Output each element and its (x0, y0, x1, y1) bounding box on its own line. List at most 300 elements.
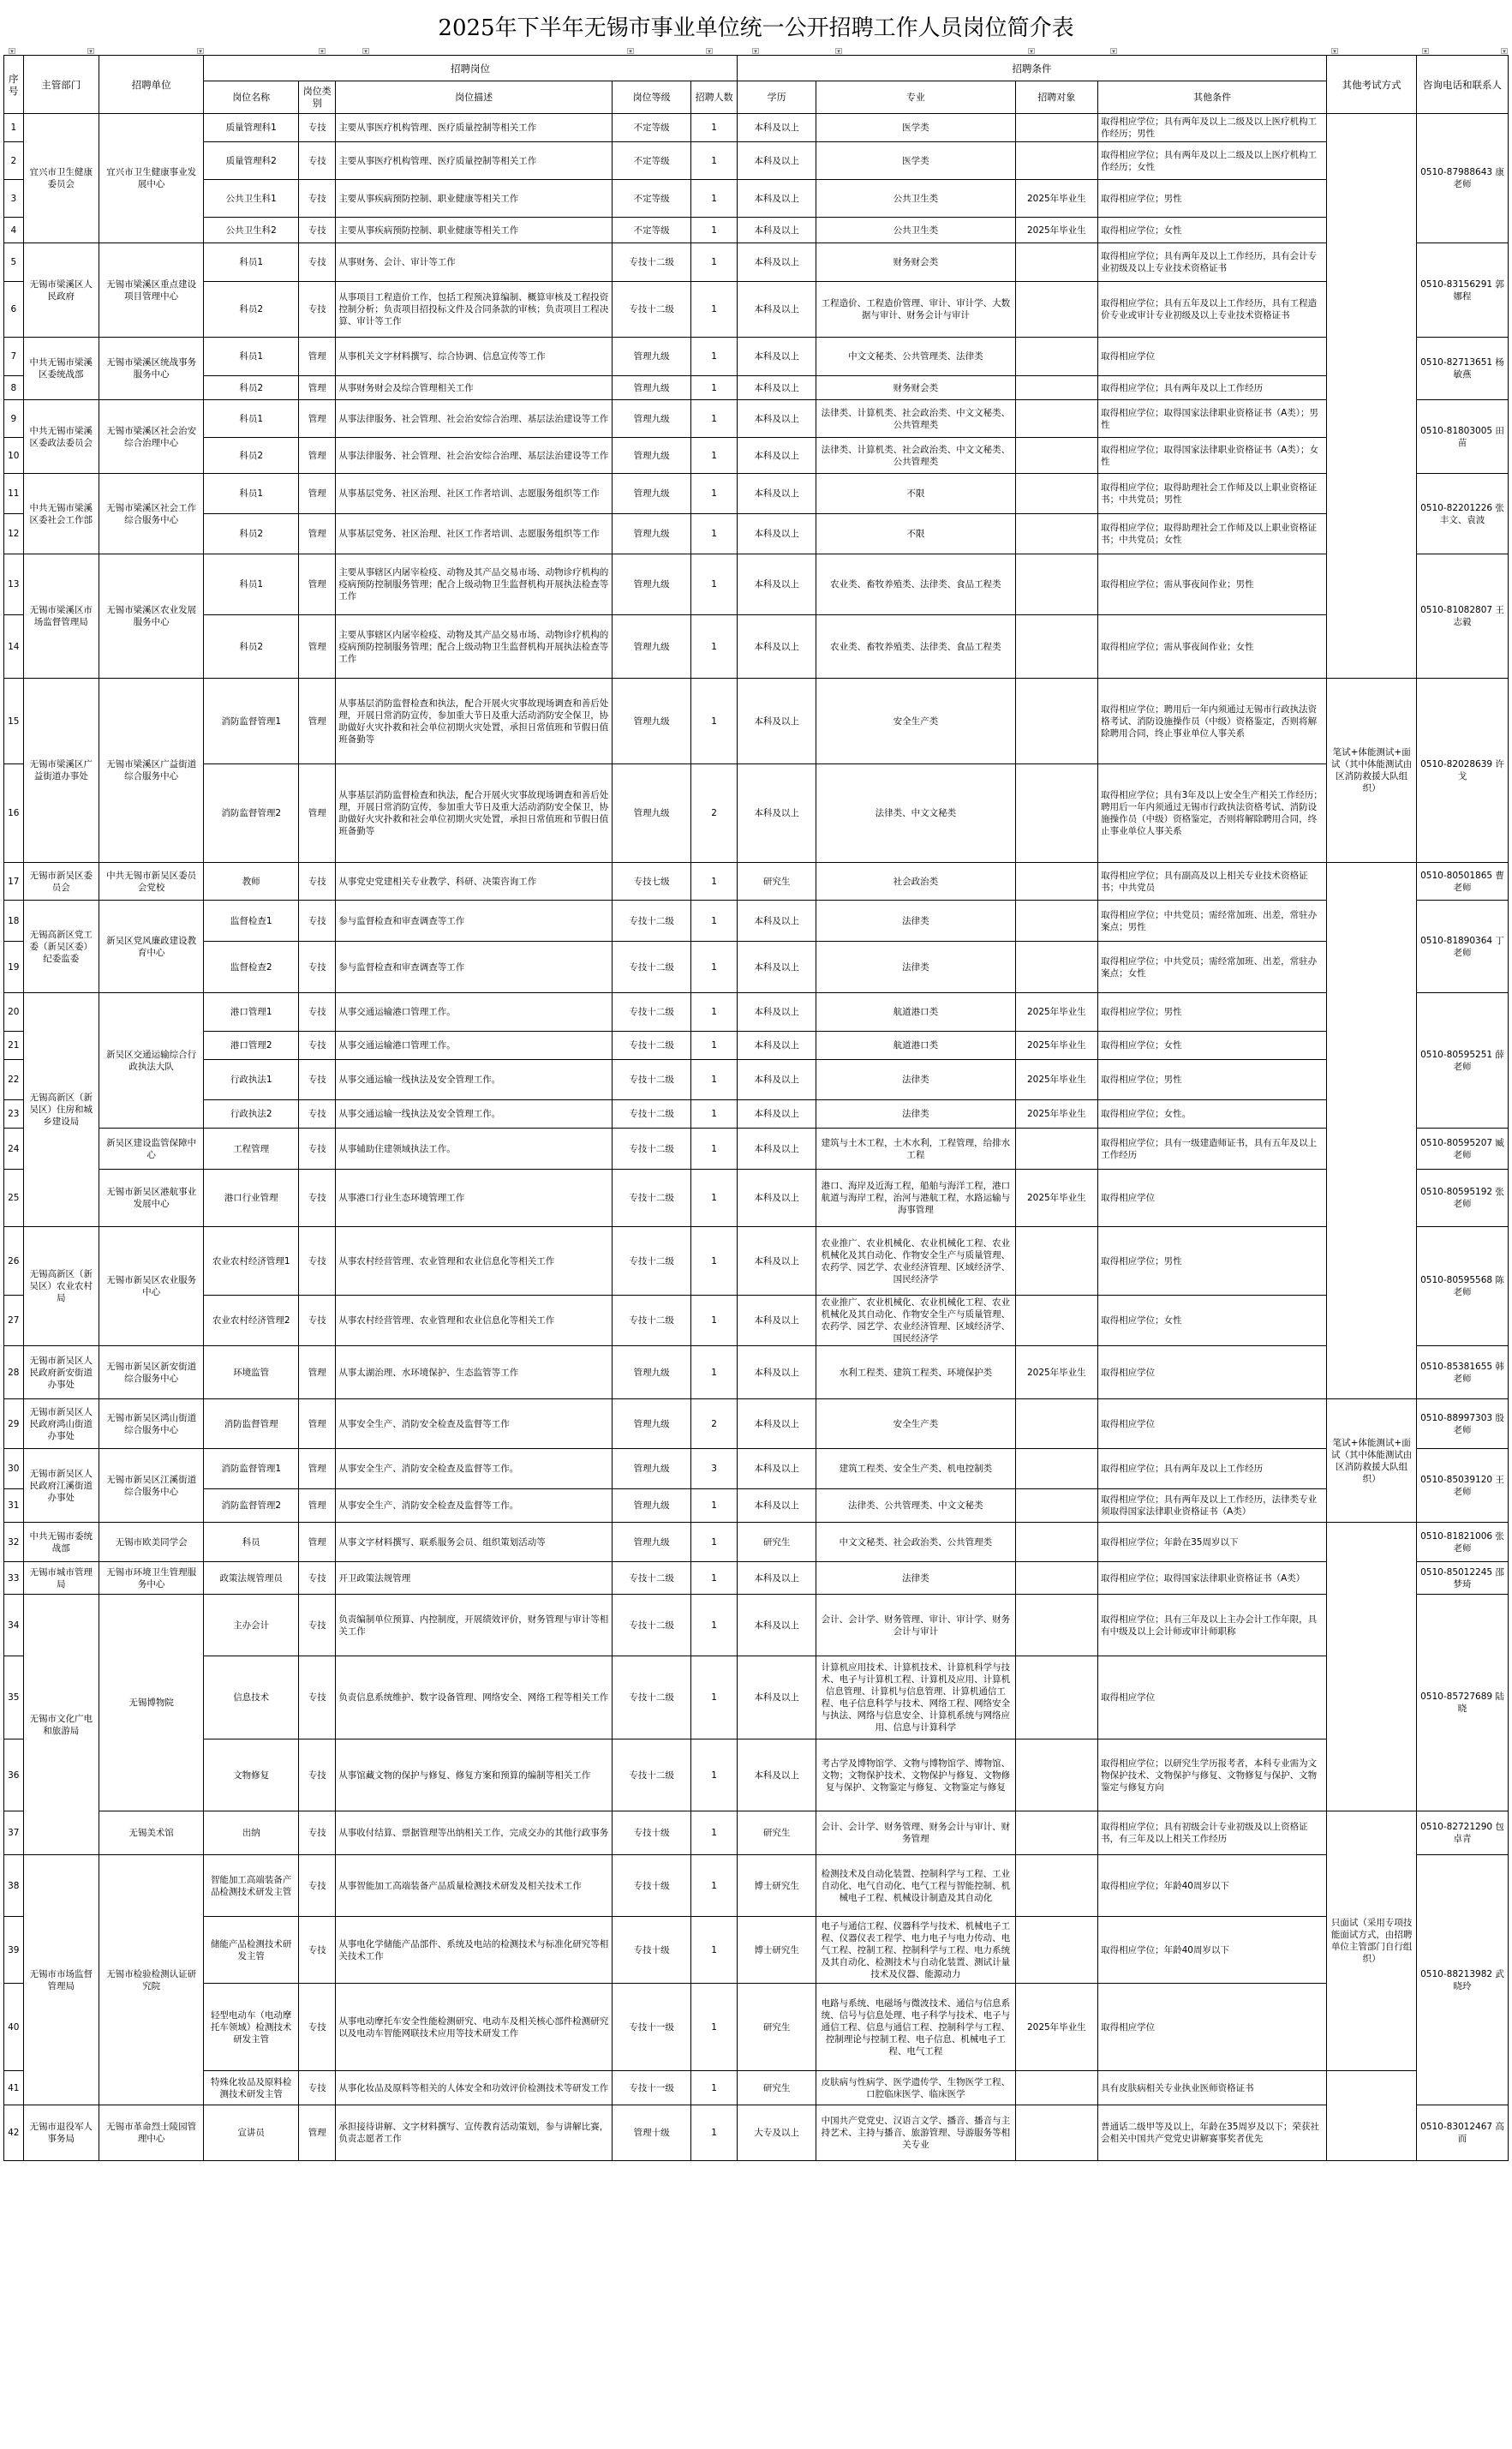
contact-cell: 0510-82201226 张丰文、袁波 (1417, 474, 1509, 554)
contact-cell: 0510-85012245 邵梦琦 (1417, 1562, 1509, 1595)
post-name-cell: 消防监督管理 (204, 1399, 299, 1449)
education-cell: 本科及以上 (737, 901, 816, 942)
post-desc-cell: 从事馆藏文物的保护与修复、修复方案和预算的编制等相关工作 (336, 1739, 613, 1811)
table-row (4, 1523, 1509, 1562)
other-conditions-cell: 取得相应学位；男性 (1098, 180, 1327, 218)
table-row (4, 142, 1509, 180)
education-cell: 本科及以上 (737, 400, 816, 438)
contact-cell: 0510-82028639 许戈 (1417, 679, 1509, 863)
post-name-cell: 智能加工高端装备产品检测技术研发主管 (204, 1855, 299, 1917)
post-desc-cell: 从事法律服务、社会管理、社会治安综合治理、基层法治建设等工作 (336, 400, 613, 438)
filter-dropdown-icon[interactable]: ▾ (1331, 48, 1338, 54)
row-seq: 18 (4, 901, 24, 942)
filter-dropdown-icon[interactable]: ▾ (9, 48, 15, 54)
filter-dropdown-icon[interactable]: ▾ (706, 48, 713, 54)
row-seq: 35 (4, 1656, 24, 1739)
exam-method-cell: 笔试+体能测试+面试（其中体能测试由区消防救援大队组织） (1327, 1399, 1417, 1523)
target-cell (1015, 438, 1098, 474)
row-seq: 21 (4, 1032, 24, 1060)
post-category-cell: 专技 (299, 2071, 336, 2105)
post-desc-cell: 从事智能加工高端装备产品质量检测技术研发及相关技术工作 (336, 1855, 613, 1917)
other-conditions-cell: 取得相应学位 (1098, 1656, 1327, 1739)
post-count-cell: 1 (691, 514, 737, 554)
other-conditions-cell: 取得相应学位 (1098, 1346, 1327, 1399)
unit-cell: 无锡市欧美同学会 (99, 1523, 203, 1562)
table-row (4, 764, 1509, 863)
header-post-desc: 岗位描述 (336, 81, 613, 114)
post-count-cell: 1 (691, 438, 737, 474)
post-category-cell: 专技 (299, 1984, 336, 2071)
education-cell: 本科及以上 (737, 1170, 816, 1227)
education-cell: 本科及以上 (737, 1060, 816, 1100)
target-cell (1015, 901, 1098, 942)
education-cell: 本科及以上 (737, 180, 816, 218)
header-other-conditions: 其他条件 (1098, 81, 1327, 114)
unit-cell: 无锡市新吴区江溪街道综合服务中心 (99, 1449, 203, 1523)
post-desc-cell: 参与监督检查和审查调查等工作 (336, 901, 613, 942)
post-level-cell: 专技十二级 (612, 1032, 690, 1060)
post-desc-cell: 主要从事疾病预防控制、职业健康等相关工作 (336, 180, 613, 218)
other-conditions-cell: 取得相应学位；取得国家法律职业资格证书（A类）；女性 (1098, 438, 1327, 474)
post-category-cell: 管理 (299, 1489, 336, 1523)
post-desc-cell: 从事农村经营管理、农业管理和农业信息化等相关工作 (336, 1296, 613, 1346)
post-level-cell: 管理九级 (612, 554, 690, 615)
post-desc-cell: 从事化妆品及原料等相关的人体安全和功效评价检测技术等研发工作 (336, 2071, 613, 2105)
table-row (4, 901, 1509, 942)
target-cell (1015, 764, 1098, 863)
post-count-cell: 1 (691, 1100, 737, 1129)
post-level-cell: 专技十一级 (612, 1984, 690, 2071)
post-category-cell: 管理 (299, 438, 336, 474)
post-level-cell: 专技十级 (612, 1917, 690, 1984)
post-count-cell: 3 (691, 1449, 737, 1489)
post-name-cell: 科员1 (204, 554, 299, 615)
post-desc-cell: 从事港口行业生态环境管理工作 (336, 1170, 613, 1227)
table-row (4, 1917, 1509, 1984)
header-target: 招聘对象 (1015, 81, 1098, 114)
post-category-cell: 管理 (299, 679, 336, 764)
major-cell: 航道港口类 (816, 993, 1015, 1032)
row-seq: 16 (4, 764, 24, 863)
post-level-cell: 管理九级 (612, 764, 690, 863)
target-cell (1015, 282, 1098, 338)
post-level-cell: 专技十二级 (612, 1060, 690, 1100)
row-seq: 29 (4, 1399, 24, 1449)
post-category-cell: 管理 (299, 764, 336, 863)
post-name-cell: 消防监督管理2 (204, 764, 299, 863)
post-name-cell: 监督检查1 (204, 901, 299, 942)
row-seq: 10 (4, 438, 24, 474)
filter-dropdown-icon[interactable]: ▾ (87, 48, 94, 54)
target-cell (1015, 1811, 1098, 1855)
post-level-cell: 专技十二级 (612, 1296, 690, 1346)
post-count-cell: 1 (691, 679, 737, 764)
post-level-cell: 专技七级 (612, 863, 690, 901)
other-conditions-cell: 取得相应学位；具有两年及以上二级及以上医疗机构工作经历；女性 (1098, 142, 1327, 180)
education-cell: 本科及以上 (737, 474, 816, 514)
column-filter-bar (0, 48, 1512, 55)
post-name-cell: 农业农村经济管理2 (204, 1296, 299, 1346)
dept-cell: 无锡市梁溪区市场监督管理局 (23, 554, 99, 679)
row-seq: 7 (4, 338, 24, 376)
table-row (4, 1129, 1509, 1170)
contact-cell: 0510-85039120 王老师 (1417, 1449, 1509, 1523)
post-name-cell: 科员1 (204, 243, 299, 282)
unit-cell: 无锡市新吴区农业服务中心 (99, 1227, 203, 1346)
post-level-cell: 专技十二级 (612, 901, 690, 942)
row-seq: 13 (4, 554, 24, 615)
major-cell: 航道港口类 (816, 1032, 1015, 1060)
row-seq: 31 (4, 1489, 24, 1523)
education-cell: 本科及以上 (737, 1489, 816, 1523)
unit-cell: 中共无锡市新吴区委员会党校 (99, 863, 203, 901)
contact-cell: 0510-88997303 殷老师 (1417, 1399, 1509, 1449)
post-level-cell: 专技十二级 (612, 282, 690, 338)
post-level-cell: 管理九级 (612, 400, 690, 438)
dept-cell: 无锡高新区（新吴区）农业农村局 (23, 1227, 99, 1346)
filter-dropdown-icon[interactable]: ▾ (319, 48, 326, 54)
dept-cell: 中共无锡市梁溪区委政法委员会 (23, 400, 99, 474)
major-cell: 财务财会类 (816, 243, 1015, 282)
target-cell (1015, 243, 1098, 282)
major-cell: 计算机应用技术、计算机技术、计算机科学与技术、电子与计算机工程、计算机及应用、计算机信息管理、计算机与信息管理、计算机通信工程、电子信息科学与技术、网络工程、网络安全与执法、网络与信息安全、计算机系统与网络应用、信息与计算科学 (816, 1656, 1015, 1739)
contact-cell: 0510-80595192 张老师 (1417, 1170, 1509, 1227)
major-cell: 法律类 (816, 942, 1015, 993)
header-cond-group: 招聘条件 (737, 56, 1326, 81)
post-count-cell: 1 (691, 1296, 737, 1346)
post-name-cell: 工程管理 (204, 1129, 299, 1170)
post-count-cell: 1 (691, 1855, 737, 1917)
header-row (4, 56, 1509, 81)
post-level-cell: 专技十二级 (612, 1100, 690, 1129)
post-level-cell: 管理九级 (612, 338, 690, 376)
target-cell (1015, 1595, 1098, 1656)
table-row (4, 2105, 1509, 2161)
post-category-cell: 专技 (299, 218, 336, 243)
dept-cell: 无锡市文化广电和旅游局 (23, 1595, 99, 1855)
education-cell: 本科及以上 (737, 764, 816, 863)
other-conditions-cell: 取得相应学位；具有两年及以上工作经历 (1098, 376, 1327, 400)
post-count-cell: 1 (691, 863, 737, 901)
contact-cell: 0510-81821006 张老师 (1417, 1523, 1509, 1562)
post-category-cell: 专技 (299, 1227, 336, 1296)
contact-cell: 0510-80595568 陈老师 (1417, 1227, 1509, 1346)
post-category-cell: 专技 (299, 1562, 336, 1595)
post-desc-cell: 从事安全生产、消防安全检查及监督等工作。 (336, 1449, 613, 1489)
other-conditions-cell: 取得相应学位；男性 (1098, 993, 1327, 1032)
post-desc-cell: 主要从事辖区内屠宰检疫、动物及其产品交易市场、动物诊疗机构的疫病预防控制服务管理；配合上级动物卫生监督机构开展执法检查等工作 (336, 615, 613, 679)
post-desc-cell: 负责编制单位预算、内控制度，开展绩效评价，财务管理与审计等相关工作 (336, 1595, 613, 1656)
major-cell: 医学类 (816, 114, 1015, 142)
post-category-cell: 专技 (299, 1855, 336, 1917)
contact-cell: 0510-83012467 高而 (1417, 2105, 1509, 2161)
table-row (4, 1060, 1509, 1100)
post-name-cell: 质量管理科1 (204, 114, 299, 142)
post-name-cell: 消防监督管理2 (204, 1489, 299, 1523)
post-desc-cell: 从事党史党建相关专业教学、科研、决策咨询工作 (336, 863, 613, 901)
target-cell (1015, 2071, 1098, 2105)
other-conditions-cell: 取得相应学位；具有一级建造师证书，具有五年及以上工作经历 (1098, 1129, 1327, 1170)
dept-cell: 无锡市退役军人事务局 (23, 2105, 99, 2161)
post-name-cell: 科员2 (204, 438, 299, 474)
contact-cell: 0510-82721290 包卓青 (1417, 1811, 1509, 1855)
major-cell: 公共卫生类 (816, 218, 1015, 243)
dept-cell: 无锡市城市管理局 (23, 1562, 99, 1595)
row-seq: 33 (4, 1562, 24, 1595)
filter-dropdown-icon[interactable]: ▾ (197, 48, 204, 54)
post-count-cell: 1 (691, 1984, 737, 2071)
table-row (4, 1984, 1509, 2071)
post-name-cell: 科员 (204, 1523, 299, 1562)
unit-cell: 无锡市梁溪区社会治安综合治理中心 (99, 400, 203, 474)
contact-cell: 0510-80595207 臧老师 (1417, 1129, 1509, 1170)
post-level-cell: 管理十级 (612, 2105, 690, 2161)
post-name-cell: 港口行业管理 (204, 1170, 299, 1227)
table-row (4, 1739, 1509, 1811)
education-cell: 本科及以上 (737, 1346, 816, 1399)
filter-dropdown-icon[interactable]: ▾ (752, 48, 759, 54)
target-cell: 2025年毕业生 (1015, 1170, 1098, 1227)
post-level-cell: 管理九级 (612, 615, 690, 679)
post-category-cell: 专技 (299, 1032, 336, 1060)
row-seq: 38 (4, 1855, 24, 1917)
post-count-cell: 1 (691, 243, 737, 282)
education-cell: 本科及以上 (737, 993, 816, 1032)
post-level-cell: 专技十二级 (612, 1129, 690, 1170)
post-category-cell: 管理 (299, 474, 336, 514)
post-count-cell: 1 (691, 901, 737, 942)
post-level-cell: 管理九级 (612, 1489, 690, 1523)
post-name-cell: 公共卫生科1 (204, 180, 299, 218)
other-conditions-cell: 取得相应学位；以研究生学历报考者，本科专业需为文物保护技术、文物保护与修复、文物修复与保护、文物鉴定与修复方向 (1098, 1739, 1327, 1811)
post-desc-cell: 从事交通运输港口管理工作。 (336, 993, 613, 1032)
major-cell: 法律类 (816, 1562, 1015, 1595)
education-cell: 本科及以上 (737, 142, 816, 180)
major-cell: 不限 (816, 514, 1015, 554)
post-level-cell: 专技十二级 (612, 993, 690, 1032)
post-count-cell: 1 (691, 615, 737, 679)
post-count-cell: 1 (691, 338, 737, 376)
target-cell (1015, 1129, 1098, 1170)
target-cell (1015, 942, 1098, 993)
exam-method-cell: 笔试+体能测试+面试（其中体能测试由区消防救援大队组织） (1327, 679, 1417, 863)
post-category-cell: 专技 (299, 1296, 336, 1346)
target-cell (1015, 114, 1098, 142)
filter-dropdown-icon[interactable]: ▾ (835, 48, 842, 54)
row-seq: 42 (4, 2105, 24, 2161)
post-level-cell: 专技十二级 (612, 1562, 690, 1595)
major-cell: 社会政治类 (816, 863, 1015, 901)
post-category-cell: 管理 (299, 514, 336, 554)
post-desc-cell: 从事安全生产、消防安全检查及监督等工作 (336, 1399, 613, 1449)
table-row (4, 1170, 1509, 1227)
education-cell: 本科及以上 (737, 376, 816, 400)
post-level-cell: 专技十一级 (612, 2071, 690, 2105)
page-title: 2025年下半年无锡市事业单位统一公开招聘工作人员岗位简介表 (438, 15, 1074, 41)
post-desc-cell: 从事机关文字材料撰写、综合协调、信息宣传等工作 (336, 338, 613, 376)
table-row (4, 180, 1509, 218)
contact-cell: 0510-81890364 丁老师 (1417, 901, 1509, 993)
education-cell: 研究生 (737, 2071, 816, 2105)
other-conditions-cell: 取得相应学位；取得国家法律职业资格证书（A类） (1098, 1562, 1327, 1595)
post-level-cell: 专技十二级 (612, 942, 690, 993)
filter-dropdown-icon[interactable]: ▾ (1028, 48, 1035, 54)
unit-cell: 无锡市环境卫生管理服务中心 (99, 1562, 203, 1595)
post-count-cell: 1 (691, 1170, 737, 1227)
post-level-cell: 管理九级 (612, 679, 690, 764)
header-exam: 其他考试方式 (1327, 56, 1417, 114)
target-cell: 2025年毕业生 (1015, 1984, 1098, 2071)
table-row (4, 1489, 1509, 1523)
major-cell: 安全生产类 (816, 1399, 1015, 1449)
table-row (4, 1855, 1509, 1917)
header-seq: 序号 (4, 56, 24, 114)
post-count-cell: 1 (691, 1489, 737, 1523)
exam-method-cell: 只面试（采用专项技能面试方式，由招聘单位主管部门自行组织） (1327, 1811, 1417, 2071)
row-seq: 41 (4, 2071, 24, 2105)
post-count-cell: 1 (691, 942, 737, 993)
table-row (4, 1562, 1509, 1595)
post-name-cell: 主办会计 (204, 1595, 299, 1656)
row-seq: 40 (4, 1984, 24, 2071)
exam-method-cell (1327, 863, 1417, 1399)
education-cell: 本科及以上 (737, 942, 816, 993)
post-count-cell: 1 (691, 1523, 737, 1562)
row-seq: 15 (4, 679, 24, 764)
other-conditions-cell: 取得相应学位；具有两年及以上工作经历，具有会计专业初级及以上专业技术资格证书 (1098, 243, 1327, 282)
major-cell: 法律类、计算机类、社会政治类、中文文秘类、公共管理类 (816, 438, 1015, 474)
post-name-cell: 科员1 (204, 338, 299, 376)
target-cell: 2025年毕业生 (1015, 180, 1098, 218)
row-seq: 39 (4, 1917, 24, 1984)
table-row (4, 863, 1509, 901)
row-seq: 23 (4, 1100, 24, 1129)
post-category-cell: 专技 (299, 901, 336, 942)
post-name-cell: 行政执法1 (204, 1060, 299, 1100)
filter-dropdown-icon[interactable]: ▾ (1422, 48, 1429, 54)
post-desc-cell: 从事基层消防监督检查和执法，配合开展火灾事故现场调查和善后处理，开展日常消防宣传，参加重大节日及重大活动消防安全保卫，协助做好火灾扑救和社会单位初期火灾处置，承担日常值班和节假日值班备勤等 (336, 679, 613, 764)
other-conditions-cell: 取得相应学位；男性 (1098, 1060, 1327, 1100)
target-cell (1015, 1562, 1098, 1595)
target-cell (1015, 142, 1098, 180)
table-row (4, 942, 1509, 993)
contact-cell: 0510-88213982 武晓玲 (1417, 1855, 1509, 2105)
dept-cell: 无锡市新吴区人民政府江溪街道办事处 (23, 1449, 99, 1523)
major-cell: 农业类、畜牧养殖类、法律类、食品工程类 (816, 615, 1015, 679)
row-seq: 14 (4, 615, 24, 679)
post-count-cell: 1 (691, 2071, 737, 2105)
post-level-cell: 管理九级 (612, 438, 690, 474)
header-subrow (4, 81, 1509, 114)
post-desc-cell: 开卫政策法规管理 (336, 1562, 613, 1595)
education-cell: 本科及以上 (737, 1296, 816, 1346)
post-count-cell: 2 (691, 764, 737, 863)
unit-cell: 无锡市梁溪区重点建设项目管理中心 (99, 243, 203, 338)
header-post-name: 岗位名称 (204, 81, 299, 114)
unit-cell: 无锡博物院 (99, 1595, 203, 1811)
target-cell: 2025年毕业生 (1015, 218, 1098, 243)
filter-dropdown-icon[interactable]: ▾ (627, 48, 634, 54)
filter-dropdown-icon[interactable]: ▾ (362, 48, 369, 54)
other-conditions-cell: 普通话二级甲等及以上，年龄在35周岁及以下；荣获社会相关中国共产党党史讲解赛事奖者优先 (1098, 2105, 1327, 2161)
post-level-cell: 专技十二级 (612, 1656, 690, 1739)
education-cell: 研究生 (737, 1984, 816, 2071)
dept-cell: 无锡市市场监督管理局 (23, 1855, 99, 2105)
post-desc-cell: 参与监督检查和审查调查等工作 (336, 942, 613, 993)
other-conditions-cell: 取得相应学位；取得助理社会工作师及以上职业资格证书；中共党员；男性 (1098, 474, 1327, 514)
other-conditions-cell: 取得相应学位；具有三年及以上主办会计工作年限，具有中级及以上会计师或审计师职称 (1098, 1595, 1327, 1656)
row-seq: 6 (4, 282, 24, 338)
exam-method-cell (1327, 1523, 1417, 1811)
header-phone: 咨询电话和联系人 (1417, 56, 1509, 114)
post-name-cell: 宣讲员 (204, 2105, 299, 2161)
unit-cell: 无锡市新吴区新安街道综合服务中心 (99, 1346, 203, 1399)
education-cell: 本科及以上 (737, 679, 816, 764)
post-name-cell: 消防监督管理1 (204, 679, 299, 764)
post-desc-cell: 从事财务财会及综合管理相关工作 (336, 376, 613, 400)
row-seq: 25 (4, 1170, 24, 1227)
post-desc-cell: 主要从事医疗机构管理、医疗质量控制等相关工作 (336, 114, 613, 142)
post-desc-cell: 从事基层党务、社区治理、社区工作者培训、志愿服务组织等工作 (336, 514, 613, 554)
post-count-cell: 1 (691, 1656, 737, 1739)
post-desc-cell: 从事收付结算、票据管理等出纳相关工作，完成交办的其他行政事务 (336, 1811, 613, 1855)
exam-method-cell (1327, 2071, 1417, 2161)
education-cell: 本科及以上 (737, 114, 816, 142)
target-cell (1015, 376, 1098, 400)
post-count-cell: 1 (691, 1346, 737, 1399)
target-cell (1015, 1523, 1098, 1562)
table-row (4, 514, 1509, 554)
education-cell: 本科及以上 (737, 1100, 816, 1129)
target-cell (1015, 615, 1098, 679)
major-cell: 会计、会计学、财务管理、审计、审计学、财务会计与审计 (816, 1595, 1015, 1656)
contact-cell: 0510-85381655 韩老师 (1417, 1346, 1509, 1399)
post-count-cell: 1 (691, 2105, 737, 2161)
other-conditions-cell: 取得相应学位 (1098, 1984, 1327, 2071)
post-count-cell: 1 (691, 993, 737, 1032)
table-row (4, 1449, 1509, 1489)
major-cell: 法律类、中文文秘类 (816, 764, 1015, 863)
filter-dropdown-icon[interactable]: ▾ (1501, 48, 1508, 54)
table-row (4, 218, 1509, 243)
post-level-cell: 管理九级 (612, 1346, 690, 1399)
post-category-cell: 管理 (299, 338, 336, 376)
major-cell: 财务财会类 (816, 376, 1015, 400)
post-name-cell: 科员2 (204, 282, 299, 338)
education-cell: 本科及以上 (737, 514, 816, 554)
table-row (4, 1296, 1509, 1346)
header-post-category: 岗位类别 (299, 81, 336, 114)
post-name-cell: 储能产品检测技术研发主管 (204, 1917, 299, 1984)
contact-cell: 0510-87988643 康老师 (1417, 114, 1509, 243)
table-row (4, 1227, 1509, 1296)
education-cell: 本科及以上 (737, 1032, 816, 1060)
major-cell: 中文文秘类、公共管理类、法律类 (816, 338, 1015, 376)
post-name-cell: 港口管理1 (204, 993, 299, 1032)
row-seq: 9 (4, 400, 24, 438)
post-level-cell: 专技十二级 (612, 1595, 690, 1656)
filter-dropdown-icon[interactable]: ▾ (1110, 48, 1117, 54)
other-conditions-cell: 取得相应学位；具有3年及以上安全生产相关工作经历；聘用后一年内须通过无锡市行政执法资格考试、消防设施操作员（中级）资格鉴定，否则将解除聘用合同，终止事业单位人事关系 (1098, 764, 1327, 863)
contact-cell: 0510-82713651 杨敏燕 (1417, 338, 1509, 400)
target-cell: 2025年毕业生 (1015, 993, 1098, 1032)
post-category-cell: 专技 (299, 993, 336, 1032)
other-conditions-cell: 取得相应学位；具有副高及以上相关专业技术资格证书；中共党员 (1098, 863, 1327, 901)
table-row (4, 1399, 1509, 1449)
post-desc-cell: 主要从事医疗机构管理、医疗质量控制等相关工作 (336, 142, 613, 180)
education-cell: 本科及以上 (737, 1595, 816, 1656)
target-cell (1015, 400, 1098, 438)
